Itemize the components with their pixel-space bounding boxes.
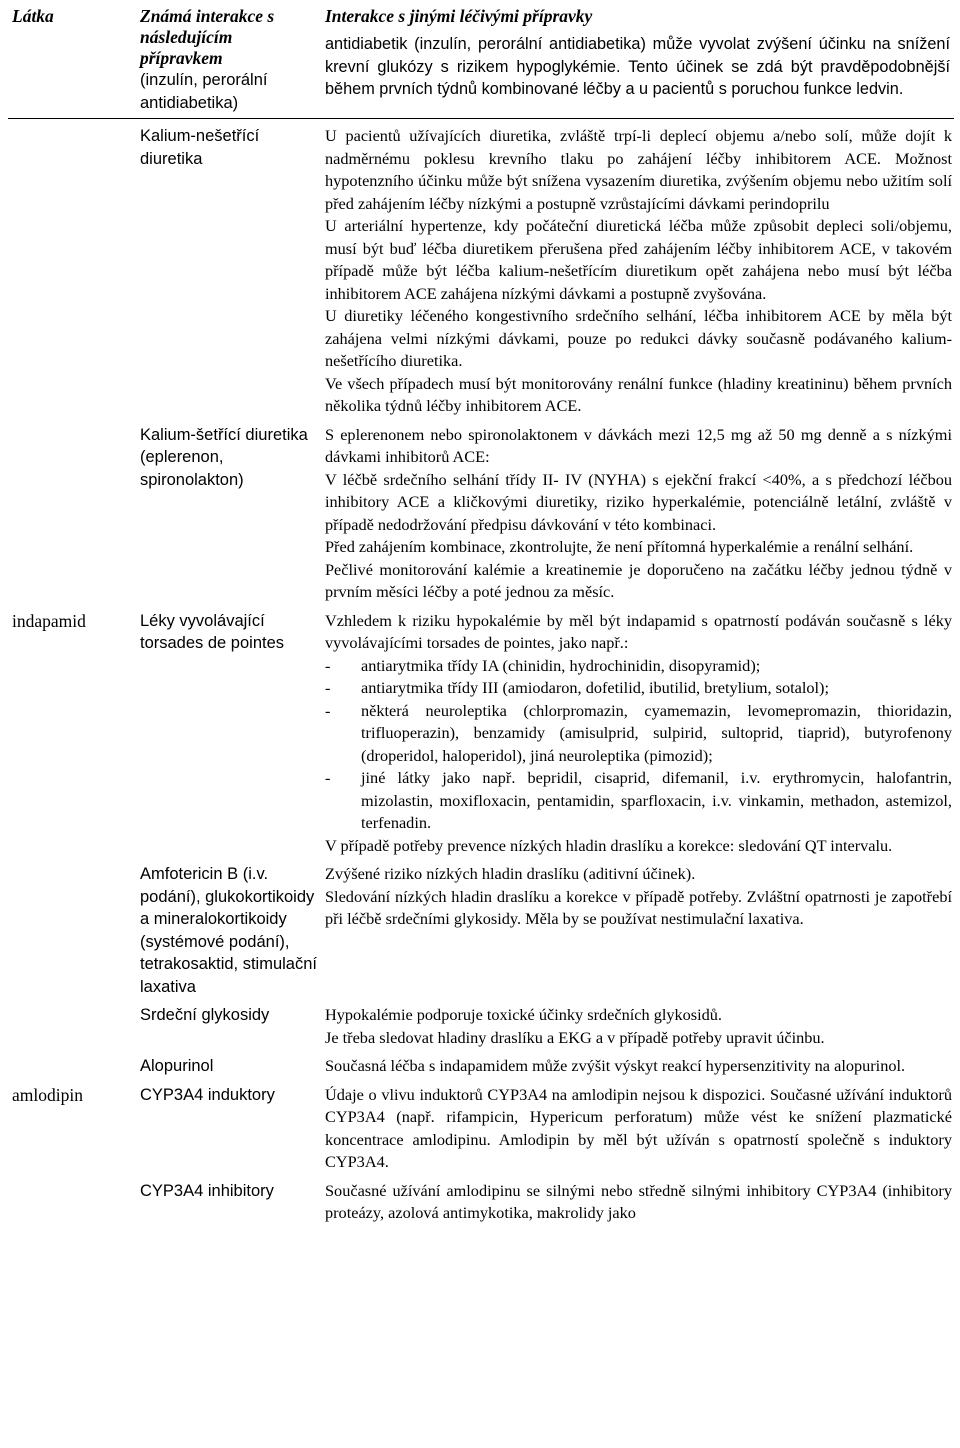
- substance-cell: [8, 1049, 136, 1078]
- substance-indapamid: indapamid: [12, 610, 86, 631]
- drug-cell: CYP3A4 induktory: [140, 1085, 275, 1104]
- torsades-outro: V případě potřeby prevence nízkých hladin draslíku a korekce: sledování QT intervalu.: [325, 835, 893, 855]
- glycosides-paragraph-2: Je třeba sledovat hladiny draslíku a EKG a v případě potřeby upravit účinbu.: [325, 1027, 825, 1047]
- header-known-interaction: [136, 6, 321, 119]
- k-wasting-paragraph-2: U arteriální hypertenze, kdy počáteční diuretická léčba může způsobit depleci soli/objemu, musí být buď léčba diuretikem přerušena před zahájením léčby inhibitorem ACE, v takovém případě může být léčba kalium-nešetřícím diuretikum opět zahájena nebo musí být léčba inhibitorem ACE zahájena nízkými dávkami a postupně zvyšována.: [325, 216, 952, 303]
- k-sparing-paragraph-4: Pečlivé monitorování kalémie a kreatinemie je doporučeno na začátku léčby jednou týdně v prvním měsíci léčby a poté jednou za měsíc.: [325, 559, 952, 601]
- k-sparing-paragraph-3: Před zahájením kombinace, zkontrolujte, že není přítomná hyperkalémie a renální selhání.: [325, 537, 914, 556]
- table-row: [8, 418, 954, 604]
- k-wasting-paragraph-3: U diuretiky léčeného kongestivního srdečního selhání, léčba inhibitorem ACE by měla být zahájena velmi nízkými dávkami, pouze po redukci dávky současně podávaného kalium-nešetřícího diuretika.: [325, 306, 952, 370]
- drug-cell: CYP3A4 inhibitory: [140, 1181, 274, 1200]
- effect-cell: Současná léčba s indapamidem může zvýšit výskyt reakcí hypersenzitivity na alopurinol.: [325, 1056, 906, 1075]
- table-row: [8, 604, 954, 858]
- drug-cell: Amfotericin B (i.v. podání), glukokortikoidy a mineralokortikoidy (systémové podání), tetrakosaktid, stimulační laxativa: [140, 865, 317, 996]
- substance-amlodipin: amlodipin: [12, 1084, 83, 1105]
- drug-cell: Kalium-nešetřící diuretika: [140, 127, 260, 168]
- drug-cell: Kalium-šetřící diuretika (eplerenon, spironolakton): [140, 425, 308, 489]
- list-item: - jiné látky jako např. bepridil, cisaprid, difemanil, i.v. erythromycin, halofantrin, mizolastin, moxifloxacin, pentamidin, sparfloxacin, i.v. vinkamin, methadon, astemizol, terfenadin.: [325, 767, 952, 835]
- k-wasting-paragraph-1: U pacientů užívajících diuretika, zvláště trpí-li deplecí objemu a/nebo solí, může dojít k nadměrnému poklesu krevního tlaku po zahájení léčby inhibitorem ACE. Možnost hypotenzního účinku může být snížena vysazením diuretika, zvýšením objemu nebo užitím solí před zahájením léčby nízkými a postupně vzrůstajícími dávkami perindoprilu: [325, 126, 952, 213]
- torsades-intro: Vzhledem k riziku hypokalémie by měl být indapamid s opatrností podáván současně s léky vyvolávajícími torsades de pointes, jako např.:: [325, 610, 952, 652]
- list-item: - některá neuroleptika (chlorpromazin, cyamemazin, levomepromazin, thioridazin, trifluoperazin), benzamidy (amisulprid, sulpirid, sultoprid, tiaprid), butyrofenony (droperidol, haloperidol), jiná neuroleptika (pimozid);: [325, 700, 952, 768]
- table-row: [8, 1174, 954, 1225]
- drug-cell: Léky vyvolávající torsades de pointes: [140, 611, 285, 652]
- effect-cell: Údaje o vlivu induktorů CYP3A4 na amlodipin nejsou k dispozici. Současné užívání induktorů CYP3A4 (např. rifampicin, Hypericum perforatum) může vést ke snížení plazmatické koncentrace amlodipinu. Amlodipin by měl být užíván s opatrností společně s induktory CYP3A4.: [325, 1084, 952, 1171]
- substance-cell: [8, 1174, 136, 1225]
- header-substance: Látka: [12, 6, 54, 26]
- list-item: - antiarytmika třídy III (amiodaron, dofetilid, ibutilid, bretylium, sotalol);: [325, 677, 952, 700]
- header-known-interaction-label: Známá interakce s následujícím přípravkem: [140, 6, 275, 68]
- list-item: - antiarytmika třídy IA (chinidin, hydrochinidin, disopyramid);: [325, 655, 952, 678]
- drug-cell: Srdeční glykosidy: [140, 1006, 270, 1024]
- table-header-row: [8, 6, 954, 119]
- antidiabetics-effect: antidiabetik (inzulín, perorální antidiabetika) může vyvolat zvýšení účinku na snížení krevní glukózy s rizikem hypoglykémie. Tento účinek se zdá být pravděpodobnější během prvních týdnů kombinované léčby a u pacientů s poruchou funkce ledvin.: [325, 35, 950, 98]
- effect-cell: [321, 418, 954, 604]
- table-row: [8, 857, 954, 998]
- effect-cell: [321, 857, 954, 998]
- interaction-table: [8, 6, 954, 1225]
- glycosides-paragraph-1: Hypokalémie podporuje toxické účinky srdečních glykosidů.: [325, 1005, 722, 1024]
- table-row: [8, 998, 954, 1049]
- amphotericin-paragraph-2: Sledování nízkých hladin draslíku a korekce v případě potřeby. Zvláštní opatrnosti je zapotřebí při léčbě srdečními glykosidy. Měla by se používat nestimulační laxativa.: [325, 886, 952, 928]
- effect-cell: [321, 604, 954, 858]
- header-interaction-effect: [321, 6, 954, 119]
- substance-cell: [8, 119, 136, 418]
- header-interaction-effect-label: Interakce s jinými léčivými přípravky: [325, 6, 593, 26]
- substance-cell: [8, 857, 136, 998]
- k-wasting-paragraph-4: Ve všech případech musí být monitorovány renální funkce (hladiny kreatininu) během prvních několika týdnů léčby inhibitorem ACE.: [325, 373, 952, 415]
- drug-cell: Alopurinol: [140, 1057, 214, 1075]
- antidiabetics-drug: (inzulín, perorální antidiabetika): [140, 71, 268, 112]
- amphotericin-paragraph-1: Zvýšené riziko nízkých hladin draslíku (aditivní účinek).: [325, 864, 696, 883]
- effect-cell: [321, 119, 954, 418]
- substance-cell: [8, 998, 136, 1049]
- substance-cell: [8, 418, 136, 604]
- effect-cell: [321, 998, 954, 1049]
- torsades-drug-list: [325, 655, 952, 835]
- k-sparing-paragraph-1: S eplerenonem nebo spironolaktonem v dávkách mezi 12,5 mg až 50 mg denně a s nízkými dávkami inhibitorů ACE:: [325, 424, 952, 466]
- effect-cell: Současné užívání amlodipinu se silnými nebo středně silnými inhibitory CYP3A4 (inhibitory proteázy, azolová antimykotika, makrolidy jako: [325, 1180, 952, 1222]
- table-row: [8, 1078, 954, 1174]
- table-row: [8, 119, 954, 418]
- table-row: [8, 1049, 954, 1078]
- k-sparing-paragraph-2: V léčbě srdečního selhání třídy II- IV (NYHA) s ejekční frakcí <40%, a s předchozí léčbou inhibitory ACE a kličkovými diuretiky, riziko hyperkalémie, potenciálně letální, zvláště v případě nedodržování předpisu dávkování v této kombinaci.: [325, 469, 952, 534]
